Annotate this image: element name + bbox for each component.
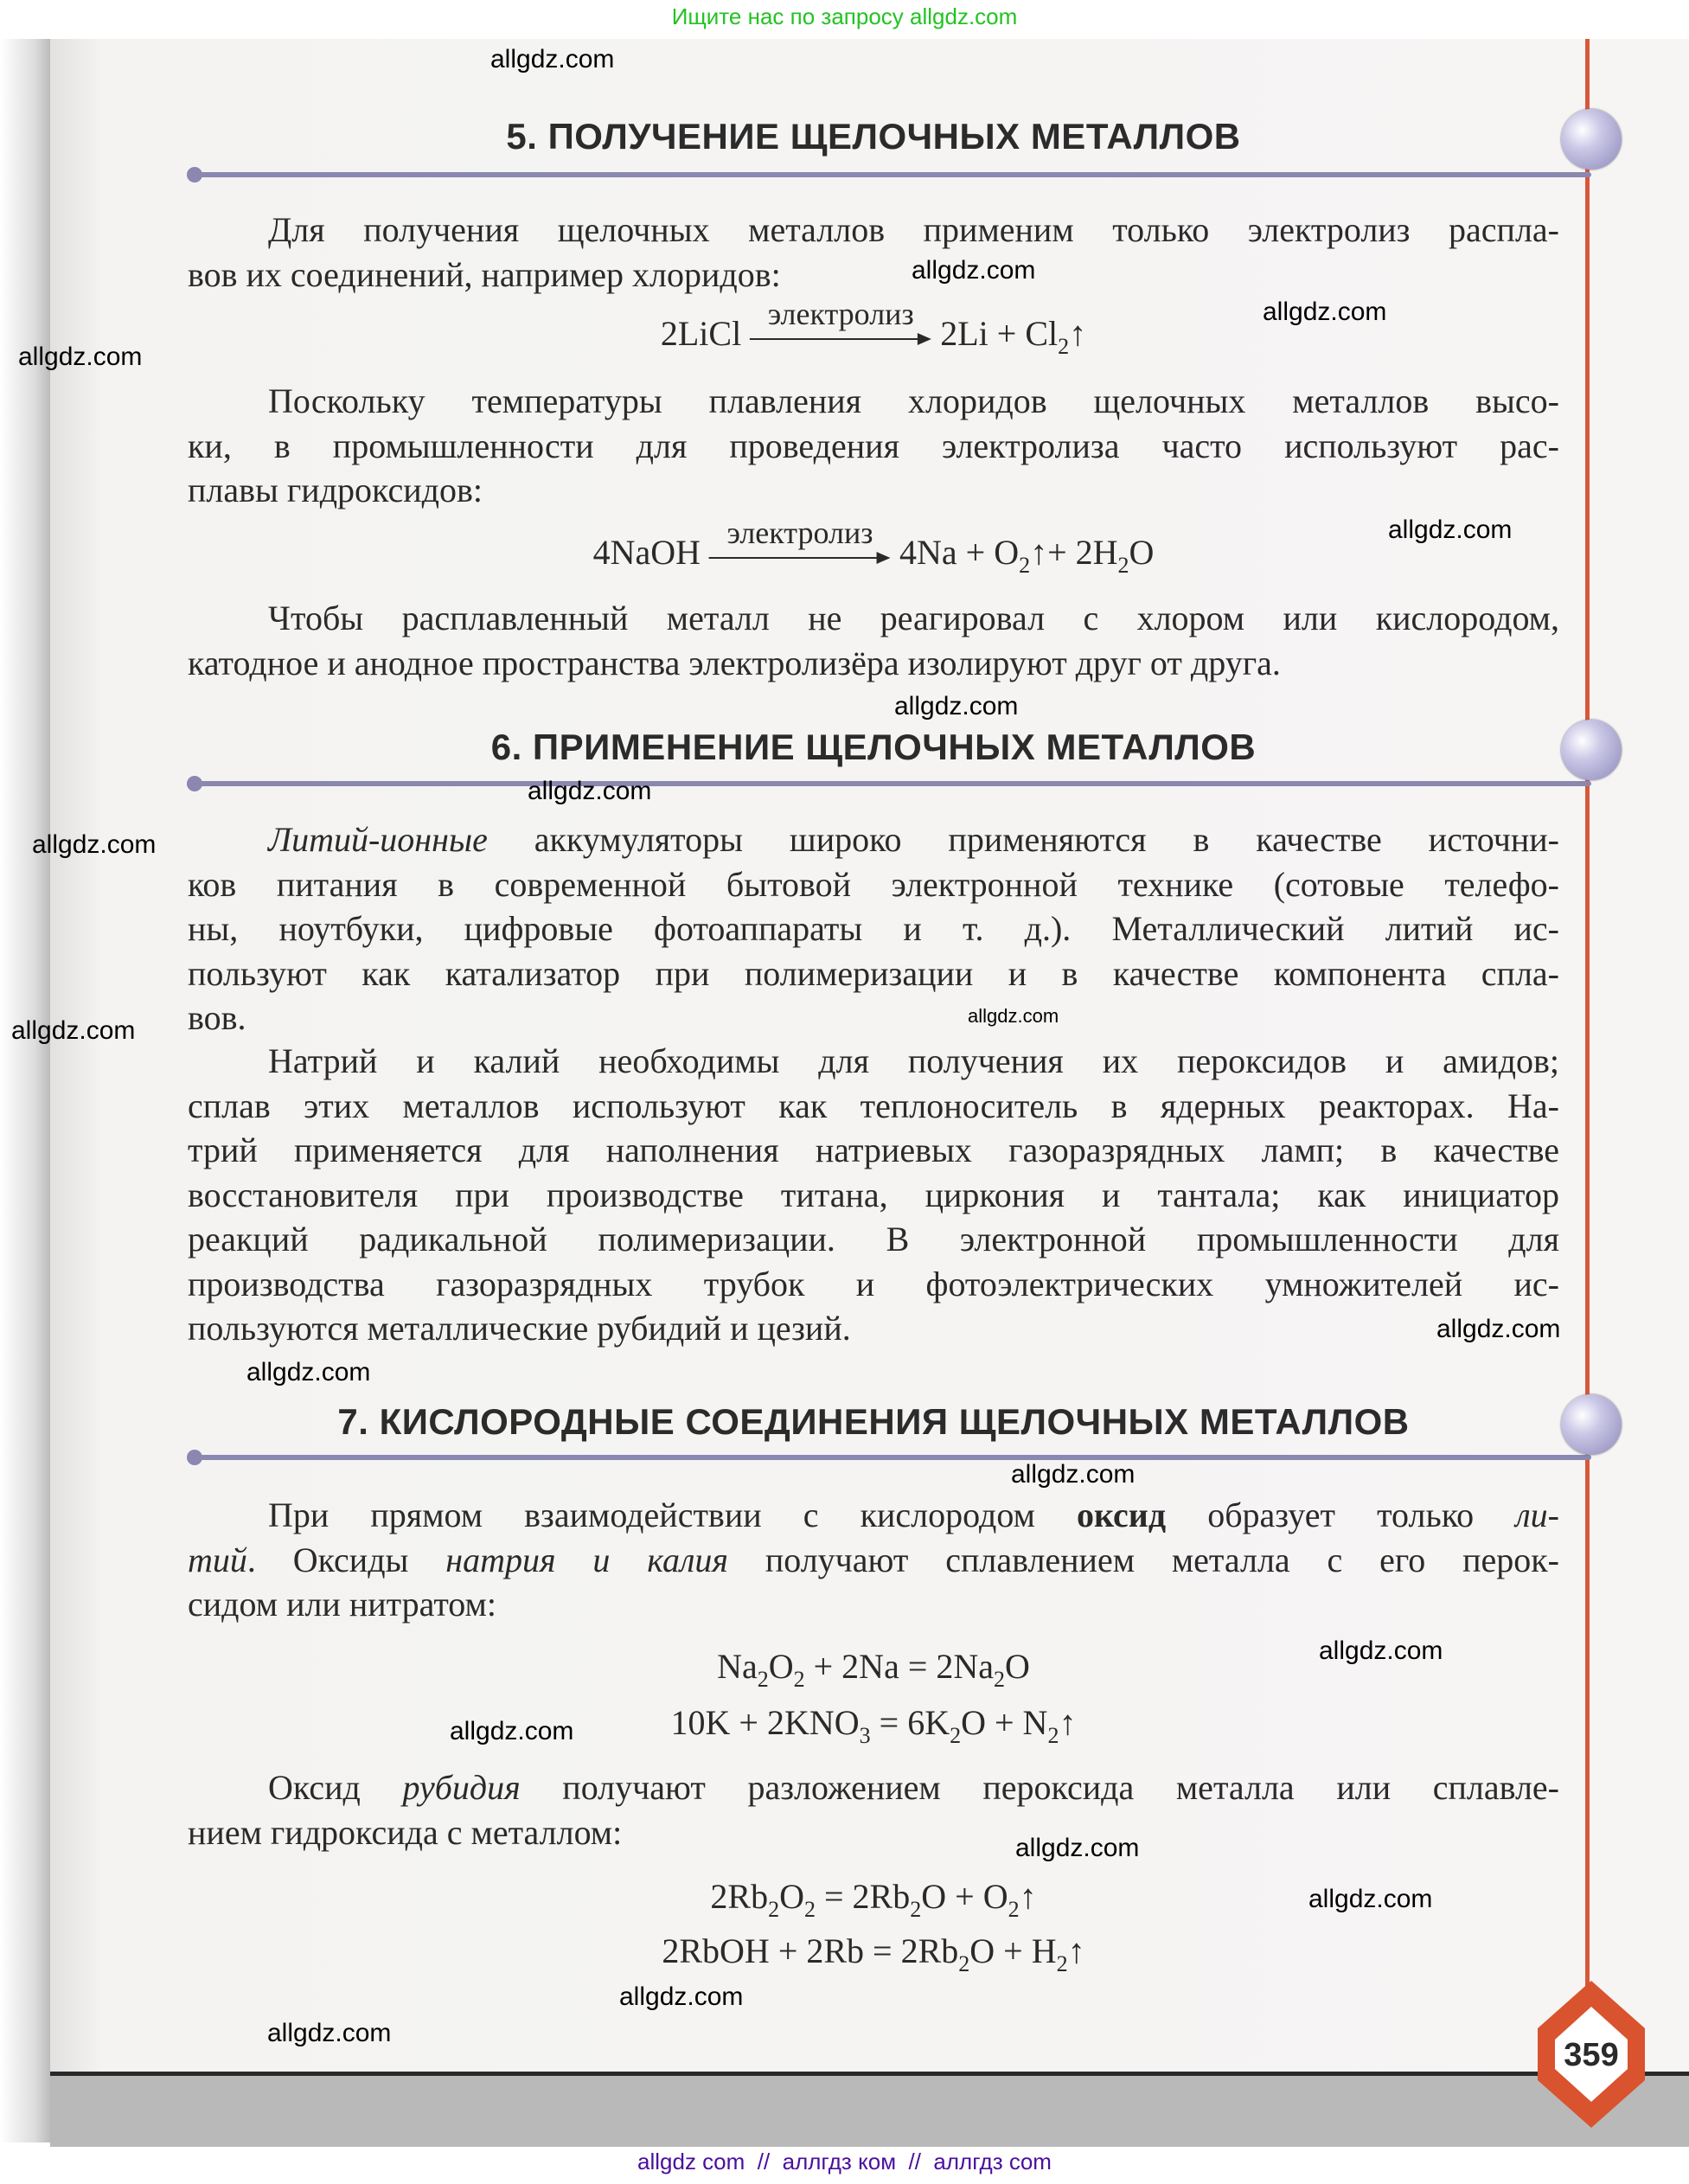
text-line bbox=[188, 817, 1559, 862]
text-line bbox=[188, 641, 1281, 686]
text-run: 2Rb bbox=[710, 1877, 769, 1916]
text-line bbox=[188, 379, 1559, 424]
text-run: 2Li + Cl bbox=[940, 314, 1059, 353]
text-line bbox=[188, 1084, 1559, 1129]
paragraph bbox=[188, 817, 1559, 1041]
paragraph bbox=[188, 1493, 1559, 1627]
watermark: allgdz.com bbox=[528, 777, 652, 805]
section-6-heading: 6. ПРИМЕНЕНИЕ ЩЕЛОЧНЫХ МЕТАЛЛОВ bbox=[490, 727, 1257, 767]
text-run: ки, в промышленности для проведения электролиза часто используют рас- bbox=[188, 426, 1559, 465]
watermark: allgdz.com bbox=[968, 1005, 1059, 1027]
text-run: аккумуляторы широко применяются в качестве источни- bbox=[487, 820, 1559, 859]
text-run: сплав этих металлов используют как теплоноситель в ядерных реакторах. На- bbox=[188, 1086, 1559, 1125]
text-run: образует только bbox=[1166, 1495, 1516, 1534]
text-run: . Оксиды bbox=[246, 1540, 446, 1579]
sphere-marker-icon bbox=[1561, 1394, 1622, 1455]
text-line bbox=[188, 1765, 1559, 1810]
text-run: плавы гидроксидов: bbox=[188, 471, 483, 509]
subscript: 2 bbox=[757, 1667, 769, 1692]
text-run: 4NaOH bbox=[592, 533, 701, 572]
text-run: ↑+ 2H bbox=[1030, 533, 1118, 572]
subscript: 2 bbox=[910, 1897, 922, 1922]
text-run: O + N bbox=[961, 1703, 1048, 1742]
text-run: ков питания в современной бытовой электронной технике (сотовые телефо- bbox=[188, 864, 1559, 904]
arrow-shaft bbox=[750, 338, 923, 340]
watermark: allgdz.com bbox=[11, 1016, 136, 1045]
watermark: allgdz.com bbox=[1436, 1315, 1561, 1343]
text-line bbox=[188, 1582, 496, 1627]
paragraph bbox=[188, 1039, 1559, 1351]
text-run: O bbox=[779, 1877, 804, 1916]
text-run: + 2Na = 2Na bbox=[804, 1647, 995, 1686]
paragraph bbox=[188, 1765, 1559, 1854]
search-banner[interactable]: Ищите нас по запросу allgdz.com bbox=[671, 3, 1018, 29]
text-line bbox=[188, 951, 1559, 996]
text-run: пользуются металлические рубидий и цезий. bbox=[188, 1309, 851, 1348]
watermark: allgdz.com bbox=[912, 256, 1036, 285]
arrow-shaft bbox=[709, 557, 882, 559]
text-run: реакций радикальной полимеризации. В электронной промышленности для bbox=[188, 1220, 1559, 1259]
italic-term: натрия и калия bbox=[445, 1540, 728, 1579]
equation bbox=[710, 1874, 1037, 1922]
watermark: allgdz.com bbox=[1308, 1885, 1433, 1913]
watermark: allgdz.com bbox=[619, 1982, 744, 2011]
arrow-head bbox=[918, 333, 931, 345]
watermark: allgdz.com bbox=[490, 45, 615, 74]
text-run: производства газоразрядных трубок и фотоэлектрических умножителей ис- bbox=[188, 1264, 1559, 1303]
page-number: 359 bbox=[1564, 2037, 1619, 2073]
equation bbox=[717, 1644, 1030, 1692]
watermark: allgdz.com bbox=[1011, 1460, 1136, 1489]
text-line bbox=[188, 862, 1559, 907]
equation bbox=[660, 296, 1087, 359]
italic-term: рубидия bbox=[402, 1768, 521, 1807]
text-run: = 6K bbox=[870, 1703, 950, 1742]
text-run: O + H bbox=[969, 1931, 1057, 1970]
subscript: 2 bbox=[1058, 334, 1070, 359]
watermark: allgdz.com bbox=[450, 1717, 574, 1745]
bold-term: оксид bbox=[1077, 1495, 1167, 1534]
subscript: 2 bbox=[994, 1667, 1006, 1692]
text-run: Для получения щелочных металлов применим только электролиз распла- bbox=[268, 210, 1559, 249]
text-line bbox=[188, 1217, 1559, 1262]
heading-rule bbox=[195, 172, 1591, 177]
text-line bbox=[188, 1039, 1559, 1084]
arrow-label: электролиз bbox=[726, 515, 873, 550]
text-line bbox=[188, 906, 1559, 951]
text-run: ↑ bbox=[1067, 1931, 1085, 1970]
watermark: allgdz.com bbox=[18, 343, 143, 371]
text-run: ↑ bbox=[1059, 1703, 1077, 1742]
margin-red-line bbox=[1585, 39, 1590, 2054]
text-run: 4Na + O bbox=[899, 533, 1020, 572]
text-line bbox=[188, 1810, 622, 1855]
equation bbox=[662, 1929, 1084, 1974]
watermark: allgdz.com bbox=[267, 2019, 392, 2047]
text-run: O bbox=[1129, 533, 1155, 572]
text-run: Na bbox=[717, 1647, 758, 1686]
text-line bbox=[188, 424, 1559, 469]
text-line bbox=[188, 468, 483, 513]
watermark: allgdz.com bbox=[32, 830, 157, 859]
text-line bbox=[188, 1306, 851, 1351]
text-run: ↑ bbox=[1019, 1877, 1037, 1916]
paragraph bbox=[188, 596, 1559, 685]
text-line bbox=[188, 1493, 1559, 1538]
italic-term: Литий-ионные bbox=[268, 820, 488, 859]
text-line bbox=[188, 596, 1559, 641]
subscript: 2 bbox=[803, 1897, 816, 1922]
text-line bbox=[188, 1538, 1559, 1583]
text-run: O bbox=[1005, 1647, 1030, 1686]
subscript: 2 bbox=[1019, 553, 1031, 578]
reaction-arrow-icon bbox=[750, 296, 931, 350]
watermark: allgdz.com bbox=[894, 692, 1019, 721]
text-line bbox=[188, 1128, 1559, 1173]
reaction-arrow-icon bbox=[709, 515, 891, 569]
text-run: Чтобы расплавленный металл не реагировал с хлором или кислородом, bbox=[268, 599, 1559, 637]
text-run: сидом или нитратом: bbox=[188, 1585, 496, 1624]
sphere-marker-icon bbox=[1561, 720, 1622, 780]
text-line bbox=[188, 996, 246, 1041]
section-7-heading: 7. КИСЛОРОДНЫЕ СОЕДИНЕНИЯ ЩЕЛОЧНЫХ МЕТАЛЛОВ bbox=[337, 1401, 1410, 1442]
text-run: При прямом взаимодействии с кислородом bbox=[268, 1495, 1077, 1534]
text-run: получают сплавлением металла с его перок- bbox=[728, 1540, 1559, 1579]
subscript: 2 bbox=[793, 1667, 805, 1692]
text-run: получают разложением пероксида металла или сплавле- bbox=[520, 1768, 1559, 1807]
subscript: 2 bbox=[958, 1951, 970, 1976]
text-line bbox=[188, 1173, 1559, 1218]
text-run: ны, ноутбуки, цифровые фотоаппараты и т. д.). Металлический литий ис- bbox=[188, 909, 1559, 948]
text-line bbox=[188, 208, 1559, 253]
text-run: = 2Rb bbox=[815, 1877, 911, 1916]
text-run: Натрий и калий необходимы для получения их пероксидов и амидов; bbox=[268, 1041, 1559, 1080]
text-run: Поскольку температуры плавления хлоридов щелочных металлов высо- bbox=[268, 381, 1559, 420]
watermark: allgdz.com bbox=[1388, 516, 1513, 544]
equation bbox=[670, 1700, 1077, 1748]
italic-term: тий bbox=[188, 1540, 247, 1579]
subscript: 2 bbox=[1117, 553, 1129, 578]
paragraph bbox=[188, 208, 1559, 297]
subscript: 2 bbox=[950, 1723, 962, 1748]
arrow-label: электролиз bbox=[767, 296, 914, 331]
heading-rule bbox=[195, 781, 1591, 786]
watermark: allgdz.com bbox=[1319, 1636, 1443, 1665]
text-run: 10K + 2KNO bbox=[670, 1703, 860, 1742]
footer-links[interactable]: allgdz com // аллгдз ком // аллгдз com bbox=[637, 2149, 1052, 2174]
text-run: ↑ bbox=[1069, 314, 1087, 353]
page-number-badge bbox=[1538, 1981, 1645, 2128]
text-run: восстановителя при производстве титана, циркония и тантала; как инициатор bbox=[188, 1175, 1559, 1214]
arrow-head bbox=[877, 552, 891, 564]
paragraph bbox=[188, 379, 1559, 513]
italic-term: ли- bbox=[1515, 1495, 1559, 1534]
subscript: 2 bbox=[1008, 1897, 1020, 1922]
subscript: 2 bbox=[768, 1897, 780, 1922]
text-run: нием гидроксида с металлом: bbox=[188, 1812, 623, 1852]
text-run: Оксид bbox=[268, 1768, 403, 1807]
subscript: 2 bbox=[1047, 1723, 1059, 1748]
text-line bbox=[188, 253, 781, 298]
subscript: 3 bbox=[859, 1723, 871, 1748]
section-5-heading: 5. ПОЛУЧЕНИЕ ЩЕЛОЧНЫХ МЕТАЛЛОВ bbox=[506, 116, 1241, 157]
text-line bbox=[188, 1262, 1559, 1307]
text-run: катодное и анодное пространства электролизёра изолируют друг от друга. bbox=[188, 643, 1281, 682]
text-run: O bbox=[768, 1647, 794, 1686]
page-bottom-band bbox=[50, 2072, 1689, 2147]
heading-rule bbox=[195, 1455, 1591, 1460]
text-run: вов их соединений, например хлоридов: bbox=[188, 254, 781, 294]
watermark: allgdz.com bbox=[1015, 1834, 1140, 1862]
equation bbox=[592, 515, 1155, 578]
watermark: allgdz.com bbox=[246, 1358, 371, 1387]
subscript: 2 bbox=[1056, 1951, 1068, 1976]
text-run: пользуют как катализатор при полимеризации и в качестве компонента спла- bbox=[188, 953, 1559, 993]
text-run: трий применяется для наполнения натриевых газоразрядных ламп; в качестве bbox=[188, 1130, 1559, 1169]
sphere-marker-icon bbox=[1561, 109, 1622, 170]
text-run: вов. bbox=[188, 998, 246, 1037]
text-run: 2LiCl bbox=[660, 314, 742, 353]
text-run: 2RbOH + 2Rb = 2Rb bbox=[662, 1931, 959, 1970]
text-run: O + O bbox=[921, 1877, 1008, 1916]
watermark: allgdz.com bbox=[1263, 298, 1387, 326]
